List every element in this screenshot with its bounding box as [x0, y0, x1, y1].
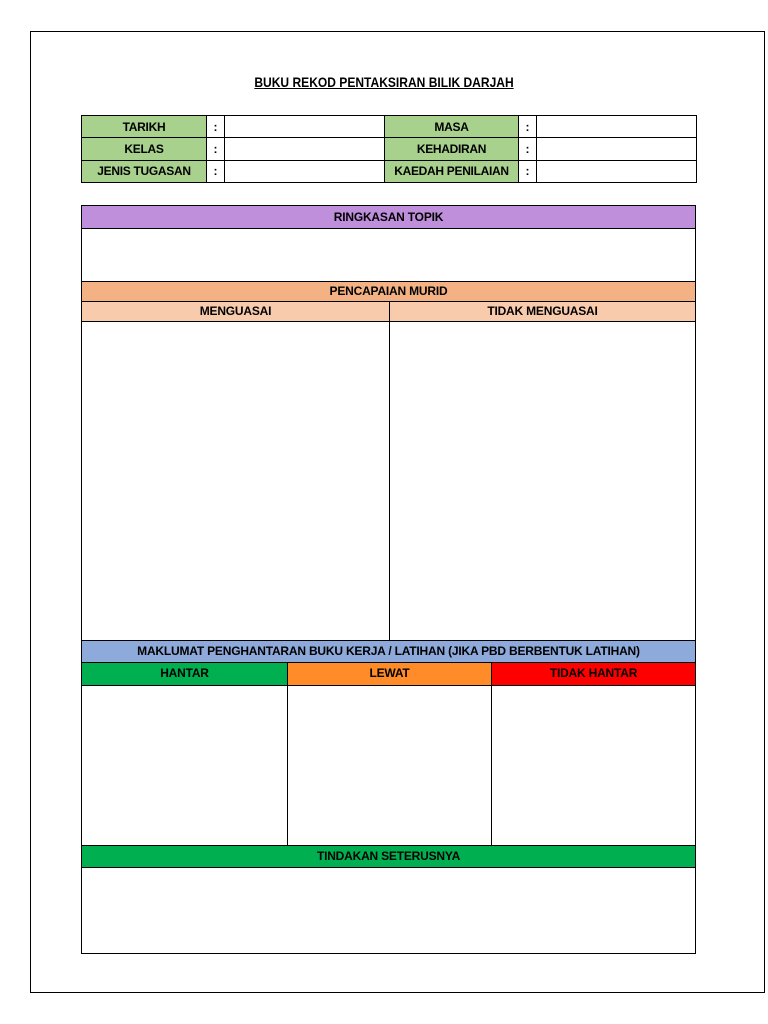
- info-row-jenis-tugasan: [82, 160, 697, 182]
- tarikh-label: TARIKH: [82, 116, 207, 138]
- masa-label: MASA: [385, 116, 519, 138]
- page-title: BUKU REKOD PENTAKSIRAN BILIK DARJAH: [254, 74, 514, 90]
- menguasai-header: MENGUASAI: [82, 302, 389, 321]
- assessment-form: [81, 205, 696, 954]
- tindakan-seterusnya-area[interactable]: [82, 868, 695, 953]
- lewat-header: LEWAT: [287, 663, 491, 685]
- lewat-area[interactable]: [287, 686, 491, 845]
- jenis-tugasan-colon: :: [207, 160, 225, 182]
- info-table: [81, 115, 697, 183]
- tindakan-seterusnya-header: TINDAKAN SETERUSNYA: [82, 846, 695, 868]
- pencapaian-content-row: [82, 322, 695, 641]
- tidak-hantar-header: TIDAK HANTAR: [491, 663, 695, 685]
- maklumat-penghantaran-header: MAKLUMAT PENGHANTARAN BUKU KERJA / LATIHAN (JIKA PBD BERBENTUK LATIHAN): [82, 641, 695, 663]
- info-row-tarikh: [82, 116, 697, 138]
- pencapaian-murid-header: PENCAPAIAN MURID: [82, 282, 695, 302]
- kaedah-penilaian-colon: :: [519, 160, 537, 182]
- kelas-label: KELAS: [82, 138, 207, 160]
- jenis-tugasan-field[interactable]: [225, 160, 385, 182]
- tarikh-colon: :: [207, 116, 225, 138]
- masa-field[interactable]: [537, 116, 697, 138]
- kelas-colon: :: [207, 138, 225, 160]
- tidak-menguasai-header: TIDAK MENGUASAI: [389, 302, 695, 321]
- kehadiran-label: KEHADIRAN: [385, 138, 519, 160]
- ringkasan-topik-header: RINGKASAN TOPIK: [82, 206, 695, 229]
- kehadiran-colon: :: [519, 138, 537, 160]
- kelas-field[interactable]: [225, 138, 385, 160]
- kaedah-penilaian-field[interactable]: [537, 160, 697, 182]
- jenis-tugasan-label: JENIS TUGASAN: [82, 160, 207, 182]
- penghantaran-subheader-row: [82, 663, 695, 686]
- hantar-header: HANTAR: [82, 663, 287, 685]
- tarikh-field[interactable]: [225, 116, 385, 138]
- hantar-area[interactable]: [82, 686, 287, 845]
- menguasai-area[interactable]: [82, 322, 389, 640]
- masa-colon: :: [519, 116, 537, 138]
- tidak-menguasai-area[interactable]: [389, 322, 695, 640]
- kaedah-penilaian-label: KAEDAH PENILAIAN: [385, 160, 519, 182]
- ringkasan-topik-area[interactable]: [82, 229, 695, 282]
- info-row-kelas: [82, 138, 697, 160]
- pencapaian-subheader-row: [82, 302, 695, 322]
- kehadiran-field[interactable]: [537, 138, 697, 160]
- tidak-hantar-area[interactable]: [491, 686, 695, 845]
- penghantaran-content-row: [82, 686, 695, 846]
